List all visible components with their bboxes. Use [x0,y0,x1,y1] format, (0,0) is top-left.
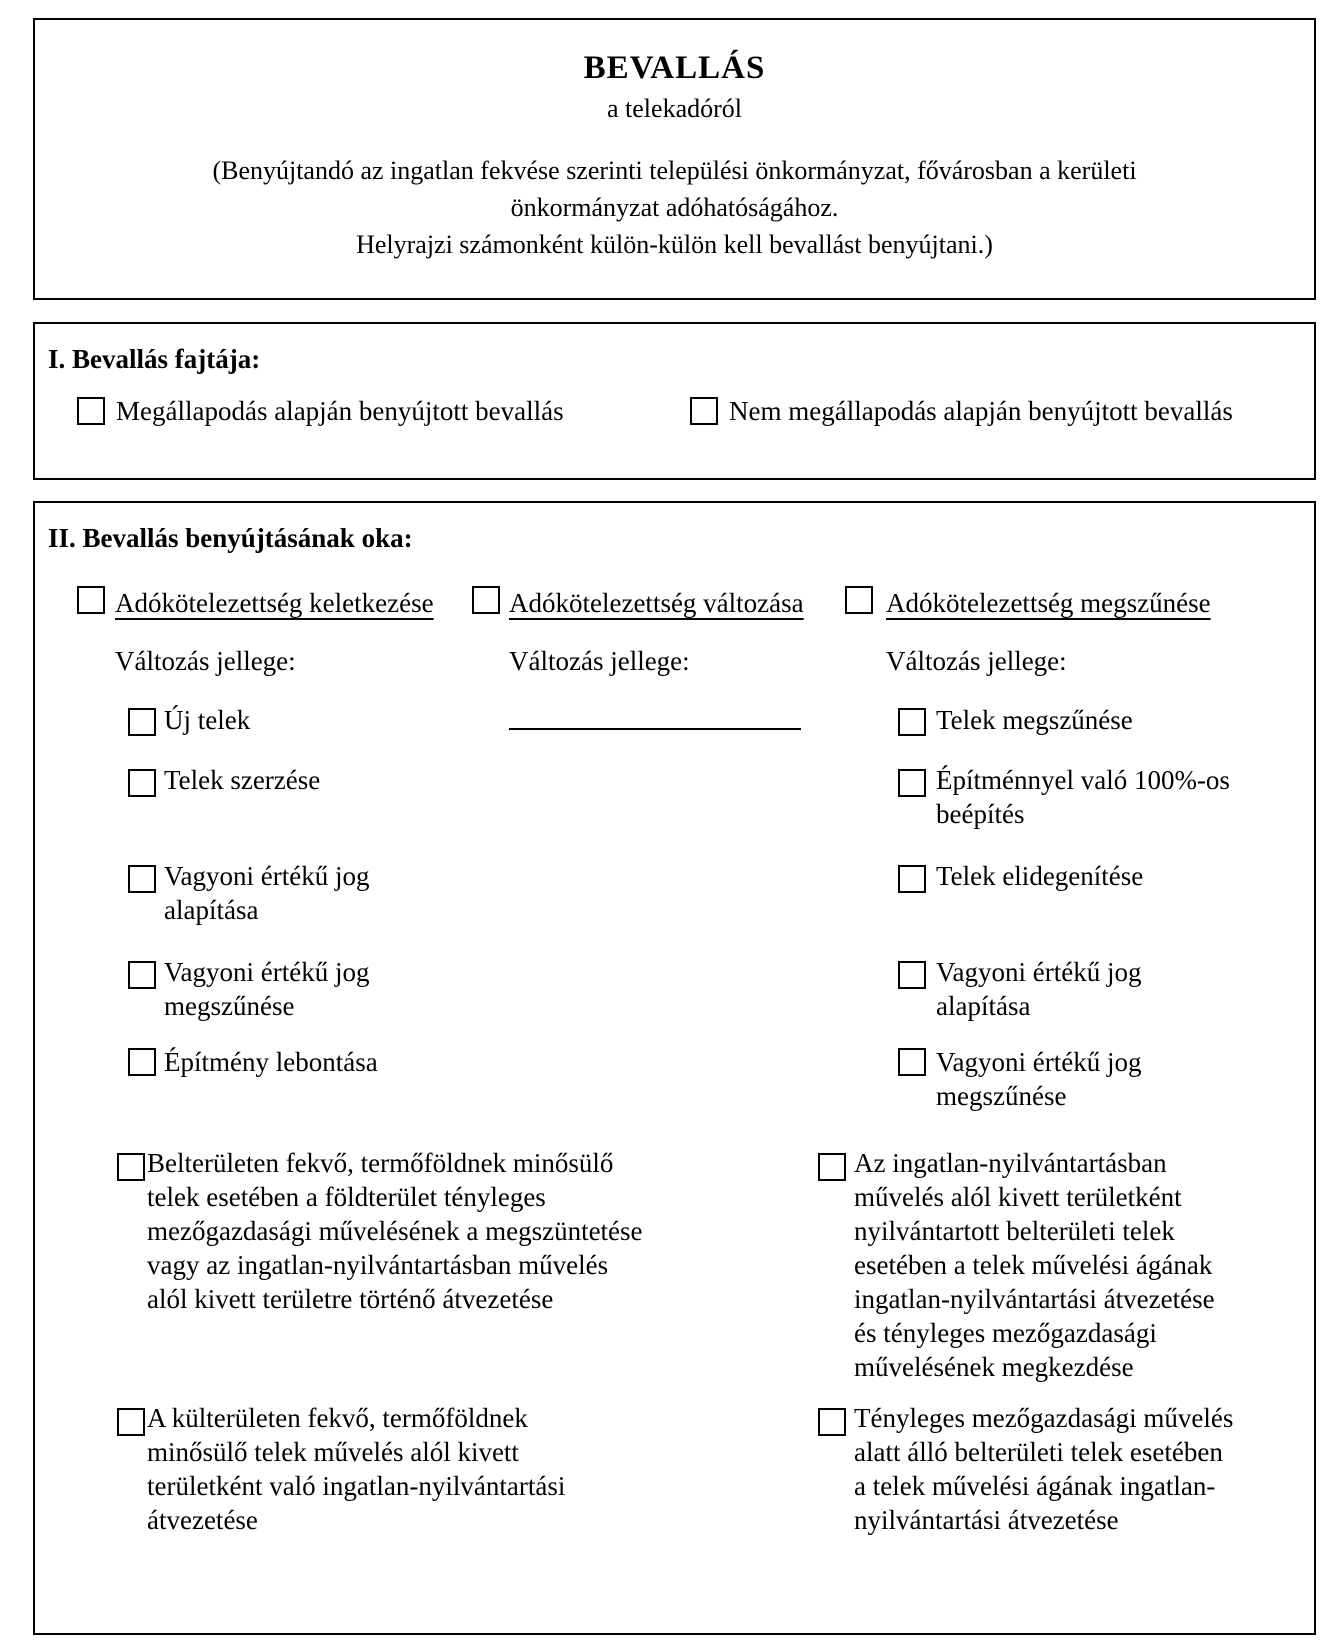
form-subtitle: a telekadóról [607,94,742,123]
cease-property-right-establish-label: Vagyoni értékű jog alapítása [936,957,1142,1021]
reason-arise-checkbox[interactable] [77,586,105,614]
section-1-title: I. Bevallás fajtája: [48,344,261,374]
reason-cease-label: Adókötelezettség megszűnése [886,588,1211,618]
outer-farmland-transfer-checkbox[interactable] [117,1408,145,1436]
arise-property-right-establish-checkbox[interactable] [128,865,156,893]
inner-farmland-cessation-checkbox[interactable] [117,1153,145,1181]
change-nature-blank-field[interactable] [509,728,801,730]
section-submission-reason [33,501,1316,1635]
header-box [33,18,1316,300]
arise-property-right-cease-label: Vagyoni értékű jog megszűnése [164,957,370,1021]
arise-change-nature-label: Változás jellege: [115,646,296,676]
inner-exempt-cultivation-start-label: Az ingatlan-nyilvántartásban művelés alól kivett területként nyilvántartott belterületi telek esetében a telek művelési ágának ingatlan-nyilvántartási átvezetése és tényleges mezőgazdasági művelésének megkezdése [854,1148,1215,1382]
inner-cultivated-branch-transfer-label: Tényleges mezőgazdasági művelés alatt álló belterületi telek esetében a telek művelési ágának ingatlan- nyilvántartási átvezetése [854,1403,1234,1535]
reason-change-label: Adókötelezettség változása [509,588,804,618]
reason-arise-label: Adókötelezettség keletkezése [115,588,434,618]
cease-plot-termination-checkbox[interactable] [898,708,926,736]
cease-change-nature-label: Változás jellege: [886,646,1067,676]
reason-cease-checkbox[interactable] [845,586,873,614]
option-agreement-checkbox[interactable] [77,397,105,425]
cease-property-right-cease-label: Vagyoni értékű jog megszűnése [936,1047,1142,1111]
option-agreement-label: Megállapodás alapján benyújtott bevallás [116,396,564,426]
option-no-agreement-checkbox[interactable] [690,397,718,425]
inner-farmland-cessation-label: Belterületen fekvő, termőföldnek minősülő telek esetében a földterület tényleges mezőgazdasági művelésének a megszüntetése vagy az ingatlan-nyilvántartásban művelés alól kivett területre történő átvezetése [147,1148,643,1314]
inner-cultivated-branch-transfer-checkbox[interactable] [818,1408,846,1436]
cease-property-right-establish-checkbox[interactable] [898,961,926,989]
cease-full-build-checkbox[interactable] [898,769,926,797]
cease-full-build-label: Építménnyel való 100%-os beépítés [936,765,1230,829]
cease-plot-alienation-label: Telek elidegenítése [936,861,1144,891]
inner-exempt-cultivation-start-checkbox[interactable] [818,1153,846,1181]
submission-note-line-2: önkormányzat adóhatóságához. [510,193,839,222]
arise-plot-acquisition-checkbox[interactable] [128,769,156,797]
arise-new-plot-label: Új telek [164,705,251,735]
reason-change-checkbox[interactable] [472,586,500,614]
option-no-agreement-label: Nem megállapodás alapján benyújtott bevallás [729,396,1233,426]
section-declaration-type [33,322,1316,480]
outer-farmland-transfer-label: A külterületen fekvő, termőföldnek minősülő telek művelés alól kivett területként való ingatlan-nyilvántartási átvezetése [147,1403,566,1535]
arise-new-plot-checkbox[interactable] [128,708,156,736]
submission-note-line-3: Helyrajzi számonként külön-külön kell bevallást benyújtani.) [356,230,993,259]
arise-property-right-establish-label: Vagyoni értékű jog alapítása [164,861,370,925]
arise-demolition-label: Építmény lebontása [164,1047,378,1077]
cease-property-right-cease-checkbox[interactable] [898,1048,926,1076]
arise-plot-acquisition-label: Telek szerzése [164,765,321,795]
arise-property-right-cease-checkbox[interactable] [128,961,156,989]
cease-plot-termination-label: Telek megszűnése [936,705,1133,735]
arise-demolition-checkbox[interactable] [128,1048,156,1076]
cease-plot-alienation-checkbox[interactable] [898,865,926,893]
submission-note-line-1: (Benyújtandó az ingatlan fekvése szerinti települési önkormányzat, fővárosban a kerületi [212,156,1137,185]
change-change-nature-label: Változás jellege: [509,646,690,676]
form-title: BEVALLÁS [583,50,766,86]
section-2-title: II. Bevallás benyújtásának oka: [48,523,413,553]
